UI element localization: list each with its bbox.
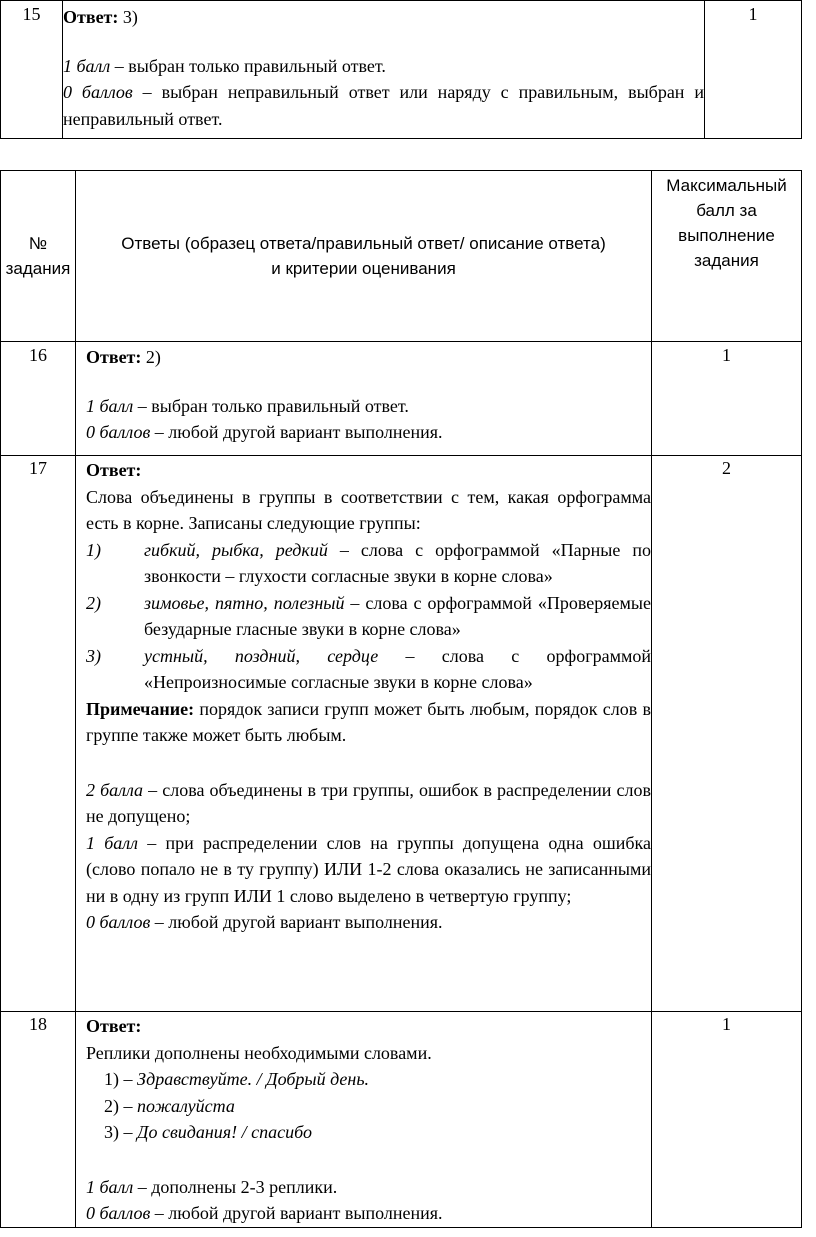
max-points: 1 <box>705 1 802 139</box>
task-number: 16 <box>1 342 76 456</box>
list-item: 3) устный, поздний, сердце – слова с орфограммой «Непроизносимые согласные звуки в корне слова» <box>86 645 651 692</box>
answer-label: Ответ: <box>63 7 119 27</box>
criterion-label: 1 балл <box>86 395 134 416</box>
criteria-table <box>0 170 802 1228</box>
max-points: 2 <box>652 456 802 1012</box>
header-max-points: Максимальный балл за выполнение задания <box>652 171 802 342</box>
list-item: 1) гибкий, рыбка, редкий – слова с орфограммой «Парные по звонкости – глухости согласные звуки в корне слова» <box>86 539 652 586</box>
answer-cell <box>76 1012 652 1228</box>
criterion-text: – дополнены 2-3 реплики. <box>133 1176 338 1197</box>
criterion-label: 1 балл <box>86 832 138 853</box>
answer-cell <box>76 456 652 1012</box>
criterion-label: 1 балл <box>63 55 111 76</box>
max-points: 1 <box>652 342 802 456</box>
max-points: 1 <box>652 1012 802 1228</box>
list-item: 3) – До свидания! / спасибо <box>104 1122 312 1142</box>
answer-intro: Реплики дополнены необходимыми словами. <box>86 1042 432 1063</box>
answer-cell <box>63 1 705 139</box>
header-task-number: № задания <box>1 171 76 342</box>
table-header-row <box>1 171 802 342</box>
note-text: порядок записи групп может быть любым, порядок слов в группе также может быть любым. <box>86 698 651 745</box>
answer-intro: Слова объединены в группы в соответствии с тем, какая орфограмма есть в корне. Записаны следующие группы: <box>86 486 651 533</box>
task-number: 17 <box>1 456 76 1012</box>
criterion-text: – любой другой вариант выполнения. <box>150 1203 443 1223</box>
criterion-text: – выбран только правильный ответ. <box>110 55 386 76</box>
criterion-text: – выбран неправильный ответ или наряду с правильным, выбран и неправильный ответ. <box>63 82 704 129</box>
answer-label: Ответ: <box>86 347 142 367</box>
criteria-table-15 <box>0 0 802 139</box>
table-row <box>1 456 802 1012</box>
criterion-label: 2 балла <box>86 779 144 800</box>
criterion-text: – при распределении слов на группы допущена одна ошибка (слово попало не в ту группу) ИЛИ 1-2 слова оказались не записанными ни в одну из групп ИЛИ 1 слово выделено в четвертую группу; <box>86 832 652 906</box>
criterion-label: 0 баллов <box>86 912 151 932</box>
criterion-text: – любой другой вариант выполнения. <box>150 912 443 932</box>
list-item: 2) зимовье, пятно, полезный – слова с орфограммой «Проверяемые безударные гласные звуки в корне слова» <box>86 592 651 639</box>
table-row <box>1 1 802 139</box>
answer-cell <box>76 342 652 456</box>
list-item: 2) – пожалуйста <box>104 1095 235 1116</box>
criterion-label: 1 балл <box>86 1176 134 1197</box>
criterion-text: – слова объединены в три группы, ошибок в распределении слов не допущено; <box>86 779 651 826</box>
criterion-label: 0 баллов <box>63 82 133 102</box>
task-number: 18 <box>1 1012 76 1228</box>
answer-value: 2) <box>141 347 161 367</box>
criterion-text: – любой другой вариант выполнения. <box>150 422 443 442</box>
criterion-label: 0 баллов <box>86 422 151 442</box>
criterion-label: 0 баллов <box>86 1203 151 1223</box>
table-row <box>1 1012 802 1228</box>
answer-label: Ответ: <box>86 1016 142 1036</box>
answer-value: 3) <box>118 7 138 27</box>
header-answers: Ответы (образец ответа/правильный ответ/ описание ответа) и критерии оценивания <box>76 171 652 342</box>
criterion-text: – выбран только правильный ответ. <box>133 395 409 416</box>
list-item: 1) – Здравствуйте. / Добрый день. <box>104 1069 370 1089</box>
table-row <box>1 342 802 456</box>
note-label: Примечание: <box>86 698 195 719</box>
answer-label: Ответ: <box>86 460 142 480</box>
task-number: 15 <box>1 1 63 139</box>
